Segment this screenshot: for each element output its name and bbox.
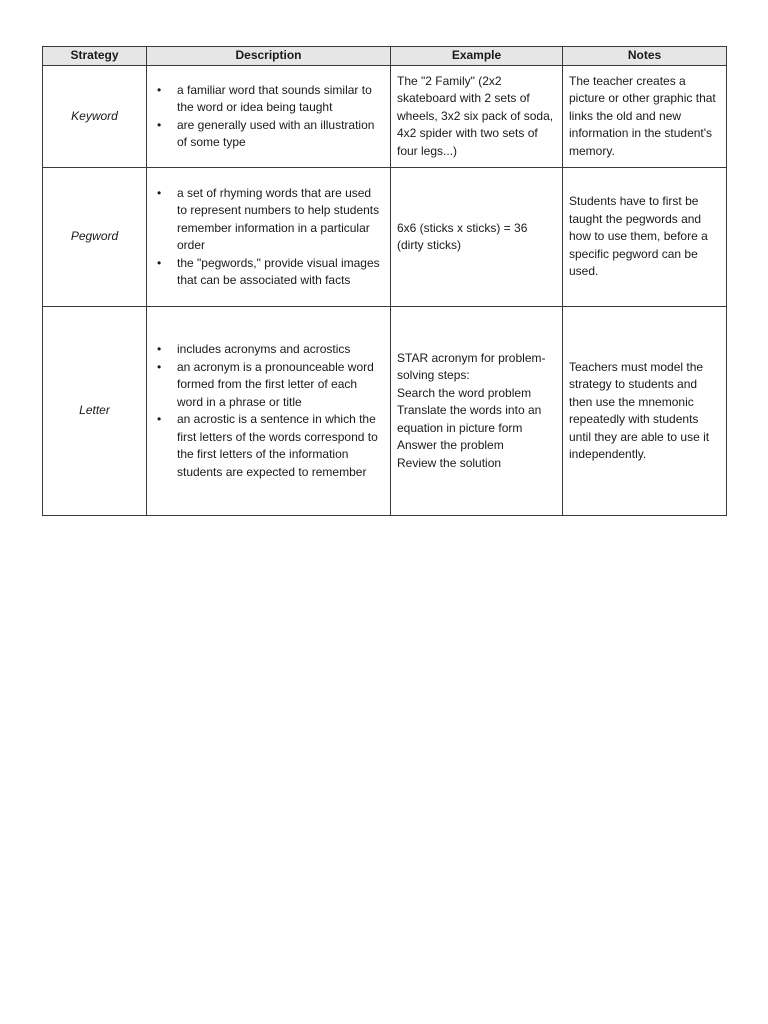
description-list	[153, 82, 382, 152]
notes-cell: Students have to first be taught the pegwords and how to use them, before a specific pegword can be used.	[563, 168, 727, 307]
list-item-text: are generally used with an illustration of some type	[177, 117, 375, 149]
table-row	[43, 307, 727, 516]
example-step: Review the solution	[397, 455, 502, 470]
strategy-cell: Pegword	[43, 168, 147, 307]
bullet-icon: •	[157, 412, 162, 426]
list-item	[153, 82, 382, 117]
example-step: Translate the words into an equation in picture form	[397, 403, 542, 435]
mnemonic-strategies-table	[42, 46, 727, 516]
bullet-icon: •	[157, 82, 162, 97]
list-item-text: a familiar word that sounds similar to the word or idea being taught	[177, 82, 372, 114]
example-heading: STAR acronym for problem-solving steps:	[397, 350, 546, 383]
example-step: Search the word problem	[397, 385, 532, 400]
notes-cell: The teacher creates a picture or other graphic that links the old and new information in the student's memory.	[563, 66, 727, 168]
list-item	[153, 255, 382, 290]
description-list	[153, 185, 382, 290]
strategy-cell: Keyword	[43, 66, 147, 168]
example-cell	[391, 307, 563, 516]
bullet-icon: •	[157, 255, 162, 270]
list-item-text: a set of rhyming words that are used to represent numbers to help students remember information in a particular order	[177, 185, 380, 252]
description-cell	[147, 66, 391, 168]
bullet-icon: •	[157, 117, 162, 132]
list-item	[153, 185, 382, 255]
header-description: Description	[147, 47, 391, 66]
list-item-text: includes acronyms and acrostics	[177, 342, 351, 356]
list-item	[153, 359, 382, 412]
description-list	[153, 341, 382, 481]
table-row	[43, 66, 727, 168]
list-item	[153, 341, 382, 359]
list-item	[153, 117, 382, 152]
description-cell	[147, 307, 391, 516]
example-cell	[391, 66, 563, 168]
header-strategy: Strategy	[43, 47, 147, 66]
list-item-text: an acronym is a pronounceable word formed from the first letter of each word in a phrase or title	[177, 359, 374, 409]
bullet-icon: •	[157, 185, 162, 200]
header-example: Example	[391, 47, 563, 66]
strategy-cell: Letter	[43, 307, 147, 516]
notes-cell: Teachers must model the strategy to students and then use the mnemonic repeatedly with students until they are able to use it independently.	[563, 307, 727, 516]
list-item-text: the "pegwords," provide visual images that can be associated with facts	[177, 255, 380, 287]
example-text: 6x6 (sticks x sticks) = 36 (dirty sticks)	[397, 220, 528, 252]
example-step: Answer the problem	[397, 438, 504, 453]
bullet-icon: •	[157, 359, 162, 374]
list-item-text: an acrostic is a sentence in which the first letters of the words correspond to the first letters of the information students are expected to remember	[177, 412, 378, 479]
example-cell	[391, 168, 563, 307]
header-notes: Notes	[563, 47, 727, 66]
table-header-row	[43, 47, 727, 66]
list-item	[153, 411, 382, 481]
bullet-icon: •	[157, 342, 162, 356]
table-row	[43, 168, 727, 307]
example-text: The "2 Family" (2x2 skateboard with 2 sets of wheels, 3x2 six pack of soda, 4x2 spider with two sets of four legs...)	[397, 73, 554, 158]
description-cell	[147, 168, 391, 307]
